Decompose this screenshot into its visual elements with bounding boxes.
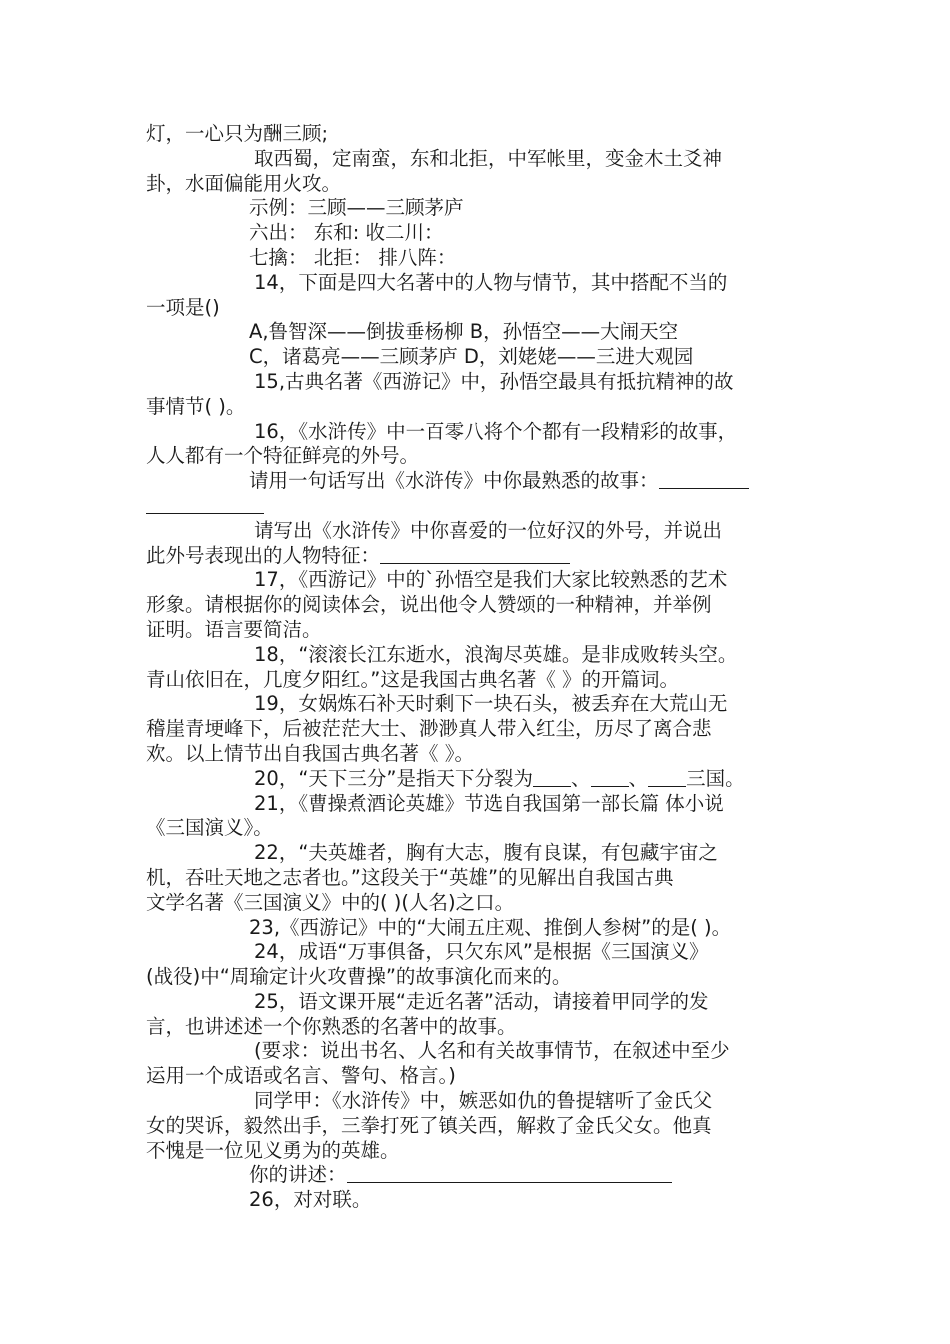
question-16: 16，《水浒传》中一百零八将个个都有一段精彩的故事，: [254, 419, 738, 443]
text-line: 青山依旧在，几度夕阳红。”这是我国古典名著《 》的开篇词。: [146, 667, 680, 691]
answer-blank[interactable]: [648, 768, 686, 787]
text-line: 七擒： 北拒： 排八阵：: [249, 245, 457, 269]
text-line: 六出： 东和: 收二川：: [249, 221, 444, 245]
text-line: 欢。以上情节出自我国古典名著《 》。: [146, 741, 474, 765]
text-line: 机，吞吐天地之志者也。”这段关于“英雄”的见解出自我国古典: [146, 865, 674, 889]
answer-blank[interactable]: [347, 1164, 672, 1183]
option-line: A,鲁智深——倒拔垂杨柳 B，孙悟空——大闹天空: [249, 320, 679, 344]
answer-blank[interactable]: [146, 495, 264, 514]
text-line: 文学名著《三国演义》中的( )(人名)之口。: [146, 890, 515, 914]
text-line: 一项是(): [146, 295, 220, 319]
text-line: 女的哭诉，毅然出手，三拳打死了镇关西，解救了金氏父女。他真: [146, 1113, 712, 1137]
text-line: 《三国演义》。: [146, 816, 273, 840]
answer-blank[interactable]: [659, 470, 749, 489]
question-23: 23,《西游记》中的“大闹五庄观、推倒人参树”的是( )。: [249, 915, 732, 939]
option-line: C，诸葛亮——三顾茅庐 D，刘姥姥——三进大观园: [249, 345, 694, 369]
question-17: 17，《西游记》中的`孙悟空是我们大家比较熟悉的艺术: [254, 568, 728, 592]
text-line: 同学甲：《水浒传》中，嫉恶如仇的鲁提辖听了金氏父: [254, 1089, 713, 1113]
text-line: 运用一个成语或名言、警句、格言。): [146, 1064, 456, 1088]
text-line: 灯，一心只为酬三顾;: [146, 122, 329, 145]
text-line: [146, 494, 810, 519]
question-15: 15,古典名著《西游记》中，孙悟空最具有抵抗精神的故: [254, 369, 734, 393]
text-line: 此外号表现出的人物特征：: [146, 544, 810, 569]
text-line: 取西蜀，定南蛮，东和北拒，中军帐里，变金木土爻神: [254, 146, 723, 170]
text-line: 示例：三顾——三顾茅庐: [249, 196, 464, 220]
question-21: 21，《曹操煮酒论英雄》节选自我国第一部长篇 体小说: [254, 791, 724, 815]
text-line: 稽崖青埂峰下，后被茫茫大士、渺渺真人带入红尘，历尽了离合悲: [146, 717, 712, 741]
text-line: 卦，水面偏能用火攻。: [146, 171, 342, 195]
text-line: 不愧是一位见义勇为的英雄。: [146, 1138, 400, 1162]
question-25: 25，语文课开展“走近名著”活动，请接着甲同学的发: [254, 989, 709, 1013]
answer-blank[interactable]: [533, 768, 571, 787]
text-line: 证明。语言要简洁。: [146, 617, 322, 641]
question-20: 20，“天下三分”是指天下分裂为 、 、 三国。: [254, 766, 745, 790]
answer-blank[interactable]: [380, 545, 570, 564]
text-line: 请用一句话写出《水浒传》中你最熟悉的故事：: [146, 469, 810, 494]
question-18: 18，“滚滚长江东逝水，浪淘尽英雄。是非成败转头空。: [254, 642, 738, 666]
text-line: 事情节( )。: [146, 394, 246, 418]
text-line: 人人都有一个特征鲜亮的外号。: [146, 444, 420, 468]
text-line: 你的讲述：: [146, 1163, 810, 1188]
question-19: 19，女娲炼石补天时剩下一块石头，被丢弃在大荒山无: [254, 692, 728, 716]
question-26: 26，对对联。: [249, 1188, 372, 1212]
question-22: 22，“夫英雄者，胸有大志，腹有良谋，有包藏宇宙之: [254, 841, 718, 865]
answer-blank[interactable]: [591, 768, 629, 787]
document-page: [146, 122, 810, 1213]
text-line: 请写出《水浒传》中你喜爱的一位好汉的外号，并说出: [254, 518, 723, 542]
question-14: 14，下面是四大名著中的人物与情节，其中搭配不当的: [254, 270, 728, 294]
text-line: 言，也讲述述一个你熟悉的名著中的故事。: [146, 1014, 517, 1038]
text-line: (战役)中“周瑜定计火攻曹操”的故事演化而来的。: [146, 965, 572, 989]
text-line: (要求：说出书名、人名和有关故事情节，在叙述中至少: [254, 1039, 730, 1063]
text-line: 形象。请根据你的阅读体会，说出他令人赞颂的一种精神，并举例: [146, 593, 712, 617]
question-24: 24，成语“万事俱备，只欠东风”是根据《三国演义》: [254, 940, 709, 964]
